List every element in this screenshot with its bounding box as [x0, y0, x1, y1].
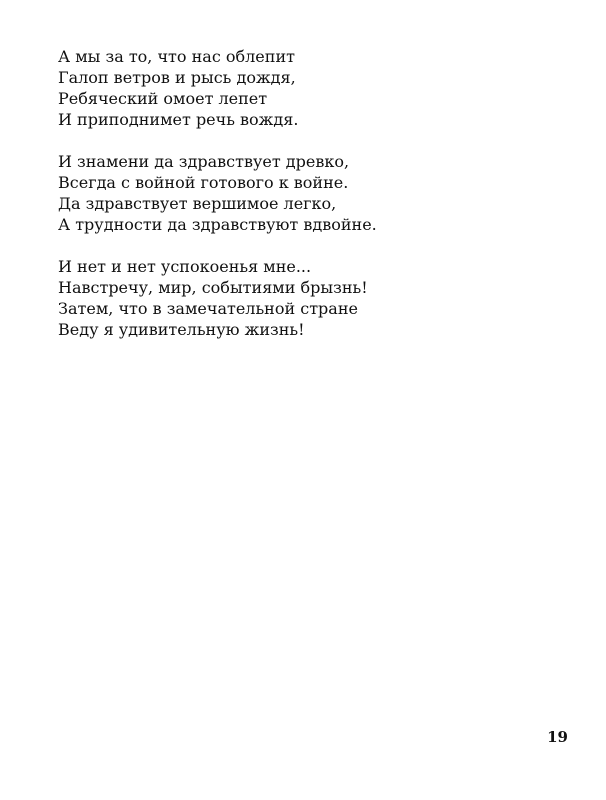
poem-line: Ребяческий омоет лепет — [58, 89, 268, 108]
poem-line: И нет и нет успокоенья мне... — [58, 257, 312, 276]
poem-line: И приподнимет речь вождя. — [58, 110, 299, 129]
stanza-2 — [58, 151, 558, 235]
page-number: 19 — [547, 728, 568, 746]
poem-line: Да здравствует вершимое легко, — [58, 194, 337, 213]
stanza-3 — [58, 256, 558, 340]
poem-text — [58, 46, 558, 361]
poem-line: Затем, что в замечательной стране — [58, 299, 358, 318]
poem-line: А мы за то, что нас облепит — [58, 47, 295, 66]
poem-line: Веду я удивительную жизнь! — [58, 320, 305, 339]
poem-line: Галоп ветров и рысь дождя, — [58, 68, 296, 87]
poem-line: А трудности да здравствуют вдвойне. — [58, 215, 377, 234]
poem-line: Всегда с войной готового к войне. — [58, 173, 349, 192]
poem-line: И знамени да здравствует древко, — [58, 152, 350, 171]
stanza-1 — [58, 46, 558, 130]
poem-line: Навстречу, мир, событиями брызнь! — [58, 278, 368, 297]
